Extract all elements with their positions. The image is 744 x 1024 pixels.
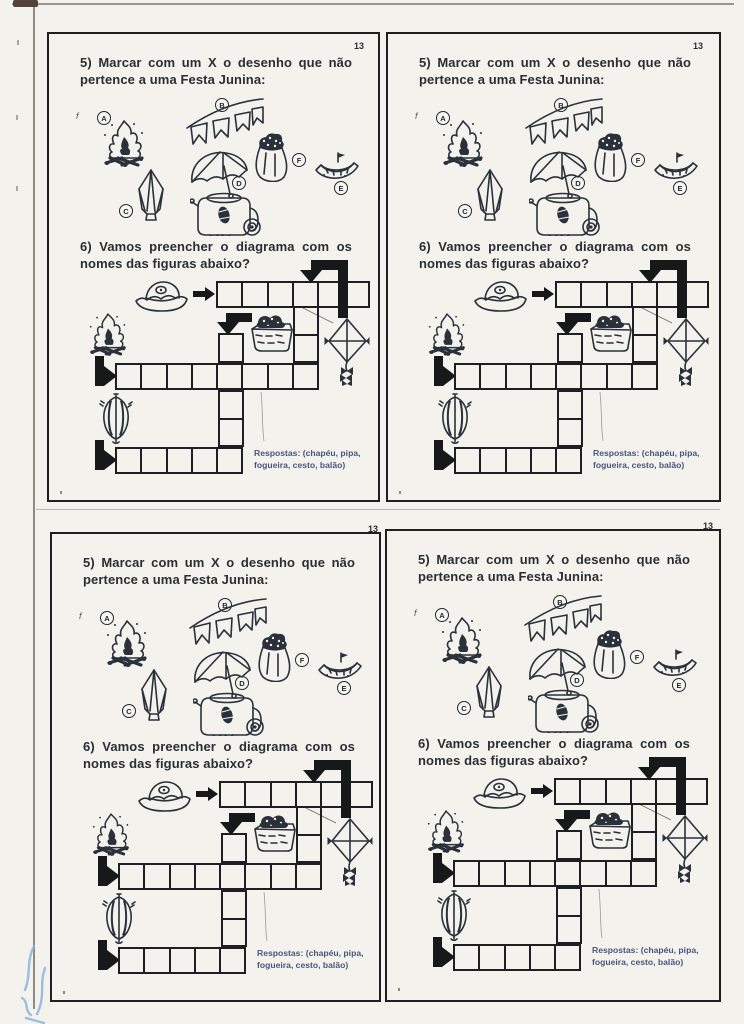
crossword-cell xyxy=(120,865,145,888)
crossword-cell xyxy=(223,835,245,861)
crossword-cell xyxy=(557,449,580,472)
cesto-elbow-arrow xyxy=(565,313,591,322)
label-c-badge: C xyxy=(458,204,472,218)
label-b-badge: B xyxy=(553,595,567,609)
label-d-badge: D xyxy=(232,176,246,190)
crossword-cell xyxy=(556,780,581,803)
fogueira-arrowhead-icon xyxy=(107,866,120,886)
balao-elbow-arrow xyxy=(433,937,442,967)
question-5-text: 5) Marcar com um X o desenho que não pertence a uma Festa Junina: xyxy=(418,552,690,584)
label-a-badge: A xyxy=(100,611,114,625)
stray-pen-mark: f xyxy=(76,111,79,121)
worksheet-quadrant-top-left xyxy=(47,32,380,502)
crossword-cell xyxy=(455,862,480,885)
label-f-badge: F xyxy=(631,153,645,167)
crossword-cell xyxy=(531,946,556,969)
crossword-cell xyxy=(269,365,294,388)
crossword-cell xyxy=(506,946,531,969)
crossword-row-fogueira xyxy=(454,363,658,390)
cesto-elbow-arrow xyxy=(229,813,255,822)
scan-dash-artifact xyxy=(16,186,18,191)
scan-edge-line xyxy=(33,4,35,1009)
cesto-arrowhead-icon xyxy=(217,322,239,335)
label-e-badge: E xyxy=(337,681,351,695)
fogueira-arrowhead-icon xyxy=(442,863,455,883)
crossword-cell xyxy=(633,365,656,388)
crossword-cell xyxy=(269,283,294,306)
fogueira-elbow-arrow xyxy=(433,853,442,883)
worksheet-quadrant-bottom-right xyxy=(385,521,721,1002)
balao-arrowhead-icon xyxy=(442,947,455,967)
crossword-cell xyxy=(145,949,170,972)
crossword-cell xyxy=(117,449,142,472)
crossword-cell xyxy=(168,449,193,472)
crossword-column-pipa xyxy=(631,803,657,860)
label-f-badge: F xyxy=(630,650,644,664)
cesto-elbow-arrow xyxy=(226,313,252,322)
crossword-cell xyxy=(221,865,246,888)
scan-dash-artifact xyxy=(17,40,19,45)
stray-pen-mark: f xyxy=(414,608,417,618)
crossword-cell xyxy=(456,365,481,388)
crossword-column-cesto-bottom xyxy=(221,890,247,947)
label-d-badge: D xyxy=(571,176,585,190)
crossword-cell xyxy=(246,783,271,806)
crossword-cell xyxy=(171,865,196,888)
crossword-cell xyxy=(607,780,632,803)
crossword-row-fogueira xyxy=(118,863,322,890)
crossword-column-cesto-top xyxy=(221,833,247,863)
crossword-cell xyxy=(246,865,271,888)
crossword-cell xyxy=(531,862,556,885)
crossword-cell xyxy=(298,834,320,862)
crossword-cell xyxy=(196,949,221,972)
question-5-text: 5) Marcar com um X o desenho que não pertence a uma Festa Junina: xyxy=(419,55,691,87)
crossword-cell xyxy=(243,365,268,388)
crossword-column-pipa xyxy=(293,306,319,363)
crossword-cell xyxy=(298,808,320,834)
crossword-cell xyxy=(220,335,242,361)
crossword-cell xyxy=(507,365,532,388)
respostas-text: Respostas: (chapéu, pipa, fogueira, cesto, balão) xyxy=(257,948,364,970)
scan-dot-artifact xyxy=(60,491,62,494)
cesto-elbow-arrow xyxy=(564,810,590,819)
balao-arrowhead-icon xyxy=(104,450,117,470)
question-5-text: 5) Marcar com um X o desenho que não pertence a uma Festa Junina: xyxy=(83,555,355,587)
pipa-elbow-arrow xyxy=(677,260,687,318)
cesto-arrowhead-icon xyxy=(556,322,578,335)
fogueira-elbow-arrow xyxy=(95,356,104,386)
crossword-cell xyxy=(168,365,193,388)
label-c-badge: C xyxy=(119,204,133,218)
respostas-text: Respostas: (chapéu, pipa, fogueira, cesto, balão) xyxy=(254,448,361,470)
respostas-text: Respostas: (chapéu, pipa, fogueira, cesto, balão) xyxy=(593,448,700,470)
crossword-cell xyxy=(220,418,242,446)
crossword-cell xyxy=(455,946,480,969)
crossword-cell xyxy=(634,334,656,362)
worksheet-quadrant-bottom-left xyxy=(50,524,381,1002)
question-6-text: 6) Vamos preencher o diagrama com os nomes das figuras abaixo? xyxy=(83,739,355,771)
crossword-cell xyxy=(218,449,241,472)
scan-edge-line xyxy=(12,3,734,5)
cesto-arrowhead-icon xyxy=(555,819,577,832)
stray-pen-mark: f xyxy=(79,611,82,621)
crossword-cell xyxy=(294,365,317,388)
question-5-text: 5) Marcar com um X o desenho que não pertence a uma Festa Junina: xyxy=(80,55,352,87)
crossword-column-cesto-top xyxy=(556,830,582,860)
question-6-text: 6) Vamos preencher o diagrama com os nomes das figuras abaixo? xyxy=(418,736,690,768)
crossword-cell xyxy=(193,449,218,472)
crossword-cell xyxy=(196,865,221,888)
pipa-arrowhead-icon xyxy=(638,767,660,780)
label-a-badge: A xyxy=(97,111,111,125)
crossword-row-balao xyxy=(115,447,243,474)
crossword-cell xyxy=(532,449,557,472)
question-6-text: 6) Vamos preencher o diagrama com os nomes das figuras abaixo? xyxy=(419,239,691,271)
crossword-row-fogueira xyxy=(115,363,319,390)
label-e-badge: E xyxy=(334,181,348,195)
crossword-cell xyxy=(243,283,268,306)
crossword-cell xyxy=(223,892,245,918)
crossword-cell xyxy=(608,365,633,388)
page-number: 13 xyxy=(693,41,704,51)
crossword-cell xyxy=(632,862,655,885)
crossword-cell xyxy=(456,449,481,472)
crossword-cell xyxy=(142,449,167,472)
crossword-cell xyxy=(558,915,580,943)
crossword-cell xyxy=(171,949,196,972)
worksheet-copy xyxy=(387,521,716,997)
pipa-arrowhead-icon xyxy=(639,270,661,283)
fogueira-arrowhead-icon xyxy=(104,366,117,386)
scan-dash-artifact xyxy=(16,115,18,120)
stray-pen-mark: f xyxy=(415,111,418,121)
label-a-badge: A xyxy=(435,608,449,622)
scan-dot-artifact xyxy=(398,988,400,991)
crossword-cell xyxy=(582,365,607,388)
crossword-cell xyxy=(223,918,245,946)
worksheet-copy xyxy=(49,34,378,500)
label-e-badge: E xyxy=(672,678,686,692)
pipa-arrowhead-icon xyxy=(300,270,322,283)
pipa-arrowhead-icon xyxy=(303,770,325,783)
crossword-cell xyxy=(633,283,658,306)
balao-elbow-arrow xyxy=(95,440,104,470)
crossword-column-cesto-top xyxy=(218,333,244,363)
crossword-cell xyxy=(607,862,632,885)
crossword-cell xyxy=(506,862,531,885)
worksheet-quadrant-top-right xyxy=(386,32,721,502)
crossword-cell xyxy=(220,392,242,418)
crossword-cell xyxy=(295,334,317,362)
crossword-cell xyxy=(218,365,243,388)
crossword-cell xyxy=(556,862,581,885)
pipa-elbow-arrow xyxy=(338,260,348,318)
crossword-column-cesto-top xyxy=(557,333,583,363)
crossword-row-balao xyxy=(454,447,582,474)
crossword-cell xyxy=(272,865,297,888)
crossword-cell xyxy=(633,805,655,831)
crossword-cell xyxy=(145,865,170,888)
crossword-row-balao xyxy=(118,947,246,974)
crossword-cell xyxy=(481,449,506,472)
blue-handwriting xyxy=(14,938,70,1024)
label-b-badge: B xyxy=(215,98,229,112)
crossword-column-cesto-bottom xyxy=(556,887,582,944)
page-number: 13 xyxy=(354,41,365,51)
crossword-cell xyxy=(633,831,655,859)
crossword-cell xyxy=(581,862,606,885)
fogueira-arrowhead-icon xyxy=(443,366,456,386)
balao-elbow-arrow xyxy=(98,940,107,970)
label-f-badge: F xyxy=(295,653,309,667)
crossword-cell xyxy=(295,308,317,334)
crossword-cell xyxy=(481,365,506,388)
respostas-text: Respostas: (chapéu, pipa, fogueira, cesto, balão) xyxy=(592,945,699,967)
worksheet-copy xyxy=(52,524,381,1000)
crossword-cell xyxy=(218,283,243,306)
fogueira-elbow-arrow xyxy=(434,356,443,386)
label-e-badge: E xyxy=(673,181,687,195)
label-d-badge: D xyxy=(570,673,584,687)
crossword-cell xyxy=(559,335,581,361)
label-c-badge: C xyxy=(122,704,136,718)
crossword-cell xyxy=(557,283,582,306)
crossword-cell xyxy=(608,283,633,306)
crossword-cell xyxy=(559,392,581,418)
crossword-cell xyxy=(294,283,319,306)
crossword-cell xyxy=(557,365,582,388)
crossword-cell xyxy=(480,862,505,885)
fogueira-elbow-arrow xyxy=(98,856,107,886)
crossword-row-fogueira xyxy=(453,860,657,887)
crossword-cell xyxy=(142,365,167,388)
crossword-cell xyxy=(221,783,246,806)
cesto-arrowhead-icon xyxy=(220,822,242,835)
pipa-elbow-arrow xyxy=(676,757,686,815)
crossword-cell xyxy=(272,783,297,806)
crossword-cell xyxy=(558,832,580,858)
label-d-badge: D xyxy=(235,676,249,690)
page-number: 13 xyxy=(703,521,714,531)
balao-arrowhead-icon xyxy=(443,450,456,470)
crossword-cell xyxy=(582,283,607,306)
crossword-column-pipa xyxy=(296,806,322,863)
crossword-cell xyxy=(120,949,145,972)
crossword-row-balao xyxy=(453,944,581,971)
crossword-cell xyxy=(507,449,532,472)
crossword-cell xyxy=(634,308,656,334)
crossword-cell xyxy=(193,365,218,388)
pipa-elbow-arrow xyxy=(341,760,351,818)
crossword-cell xyxy=(581,780,606,803)
label-f-badge: F xyxy=(292,153,306,167)
question-6-text: 6) Vamos preencher o diagrama com os nomes das figuras abaixo? xyxy=(80,239,352,271)
page-number: 13 xyxy=(368,524,379,534)
label-b-badge: B xyxy=(554,98,568,112)
crossword-cell xyxy=(558,889,580,915)
crossword-cell xyxy=(556,946,579,969)
worksheet-copy xyxy=(388,34,717,500)
crossword-cell xyxy=(297,865,320,888)
balao-arrowhead-icon xyxy=(107,950,120,970)
crossword-cell xyxy=(480,946,505,969)
crossword-column-pipa xyxy=(632,306,658,363)
crossword-cell xyxy=(559,418,581,446)
label-a-badge: A xyxy=(436,111,450,125)
label-b-badge: B xyxy=(218,598,232,612)
balao-elbow-arrow xyxy=(434,440,443,470)
crossword-cell xyxy=(117,365,142,388)
crossword-cell xyxy=(221,949,244,972)
crossword-cell xyxy=(532,365,557,388)
crossword-column-cesto-bottom xyxy=(557,390,583,447)
label-c-badge: C xyxy=(457,701,471,715)
crossword-column-cesto-bottom xyxy=(218,390,244,447)
crossword-cell xyxy=(632,780,657,803)
scan-smudge-mark xyxy=(13,0,38,7)
photocopy-fold-line xyxy=(36,509,720,510)
crossword-cell xyxy=(297,783,322,806)
scan-dot-artifact xyxy=(399,491,401,494)
